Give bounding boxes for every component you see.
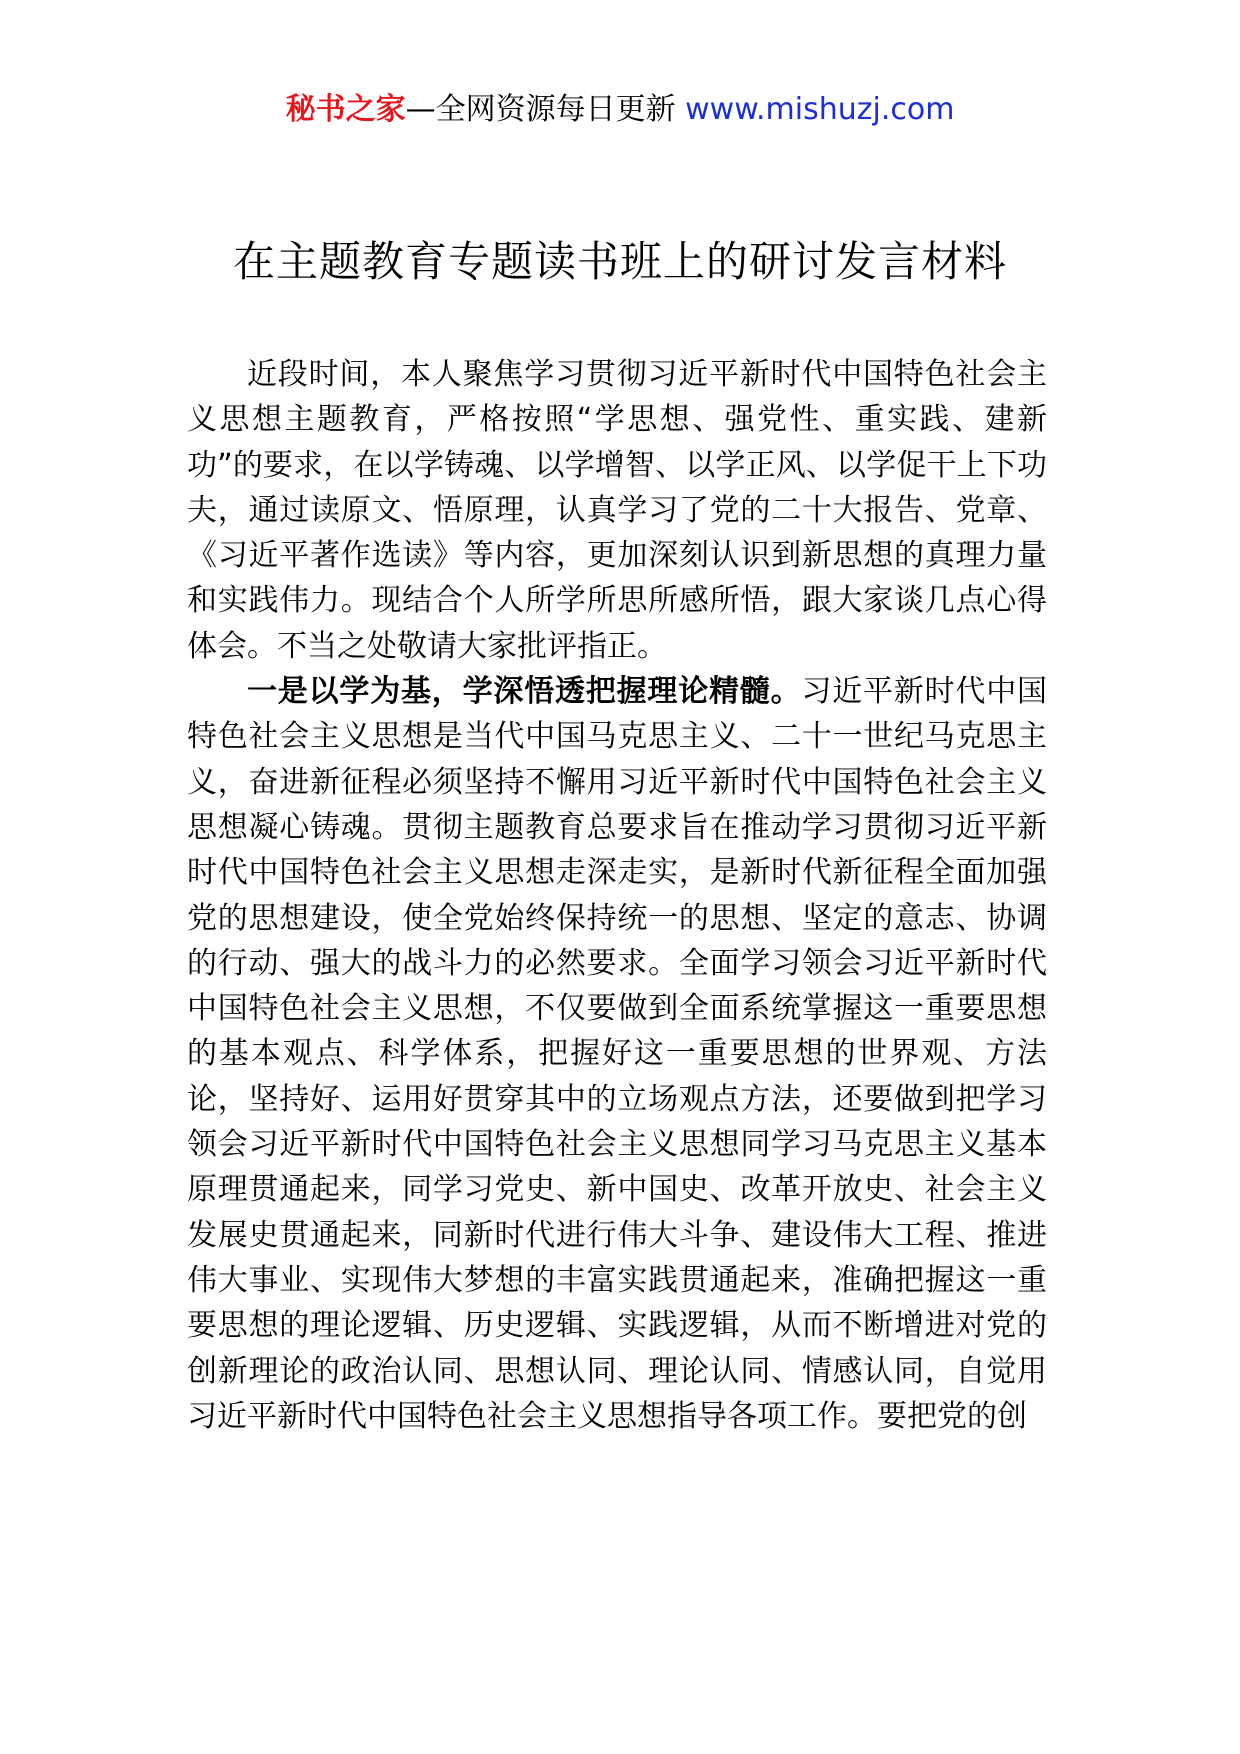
document-body [187,352,1047,1439]
document-title: 在主题教育专题读书班上的研讨发言材料 [232,237,1007,286]
site-url-link[interactable]: www.mishuzj.com [685,92,955,127]
site-banner [0,88,1240,132]
site-tagline: —全网资源每日更新 [405,92,676,127]
paragraph-text: 习近平新时代中国特色社会主义思想是当代中国马克思主义、二十一世纪马克思主义，奋进新征程必须坚持不懈用习近平新时代中国特色社会主义思想凝心铸魂。贯彻主题教育总要求旨在推动学习贯彻习近平新时代中国特色社会主义思想走深走实，是新时代新征程全面加强党的思想建设，使全党始终保持统一的思想、坚定的意志、协调的行动、强大的战斗力的必然要求。全面学习领会习近平新时代中国特色社会主义思想，不仅要做到全面系统掌握这一重要思想的基本观点、科学体系，把握好这一重要思想的世界观、方法论，坚持好、运用好贯穿其中的立场观点方法，还要做到把学习领会习近平新时代中国特色社会主义思想同学习马克思主义基本原理贯通起来，同学习党史、新中国史、改革开放史、社会主义发展史贯通起来，同新时代进行伟大斗争、建设伟大工程、推进伟大事业、实现伟大梦想的丰富实践贯通起来，准确把握这一重要思想的理论逻辑、历史逻辑、实践逻辑，从而不断增进对党的创新理论的政治认同、思想认同、理论认同、情感认同，自觉用习近平新时代中国特色社会主义思想指导各项工作。要把党的创 [187,674,1048,1434]
paragraph-lead: 一是以学为基，学深悟透把握理论精髓。 [247,674,802,710]
site-brand: 秘书之家 [285,92,406,127]
paragraph-point-one [187,669,1047,1439]
paragraph-intro [187,352,1047,669]
paragraph-text: 近段时间，本人聚焦学习贯彻习近平新时代中国特色社会主义思想主题教育，严格按照“学思想、强党性、重实践、建新功”的要求，在以学铸魂、以学增智、以学正风、以学促干上下功夫，通过读原文、悟原理，认真学习了党的二十大报告、党章、《习近平著作选读》等内容，更加深刻认识到新思想的真理力量和实践伟力。现结合个人所学所思所感所悟，跟大家谈几点心得体会。不当之处敬请大家批评指正。 [187,357,1047,664]
